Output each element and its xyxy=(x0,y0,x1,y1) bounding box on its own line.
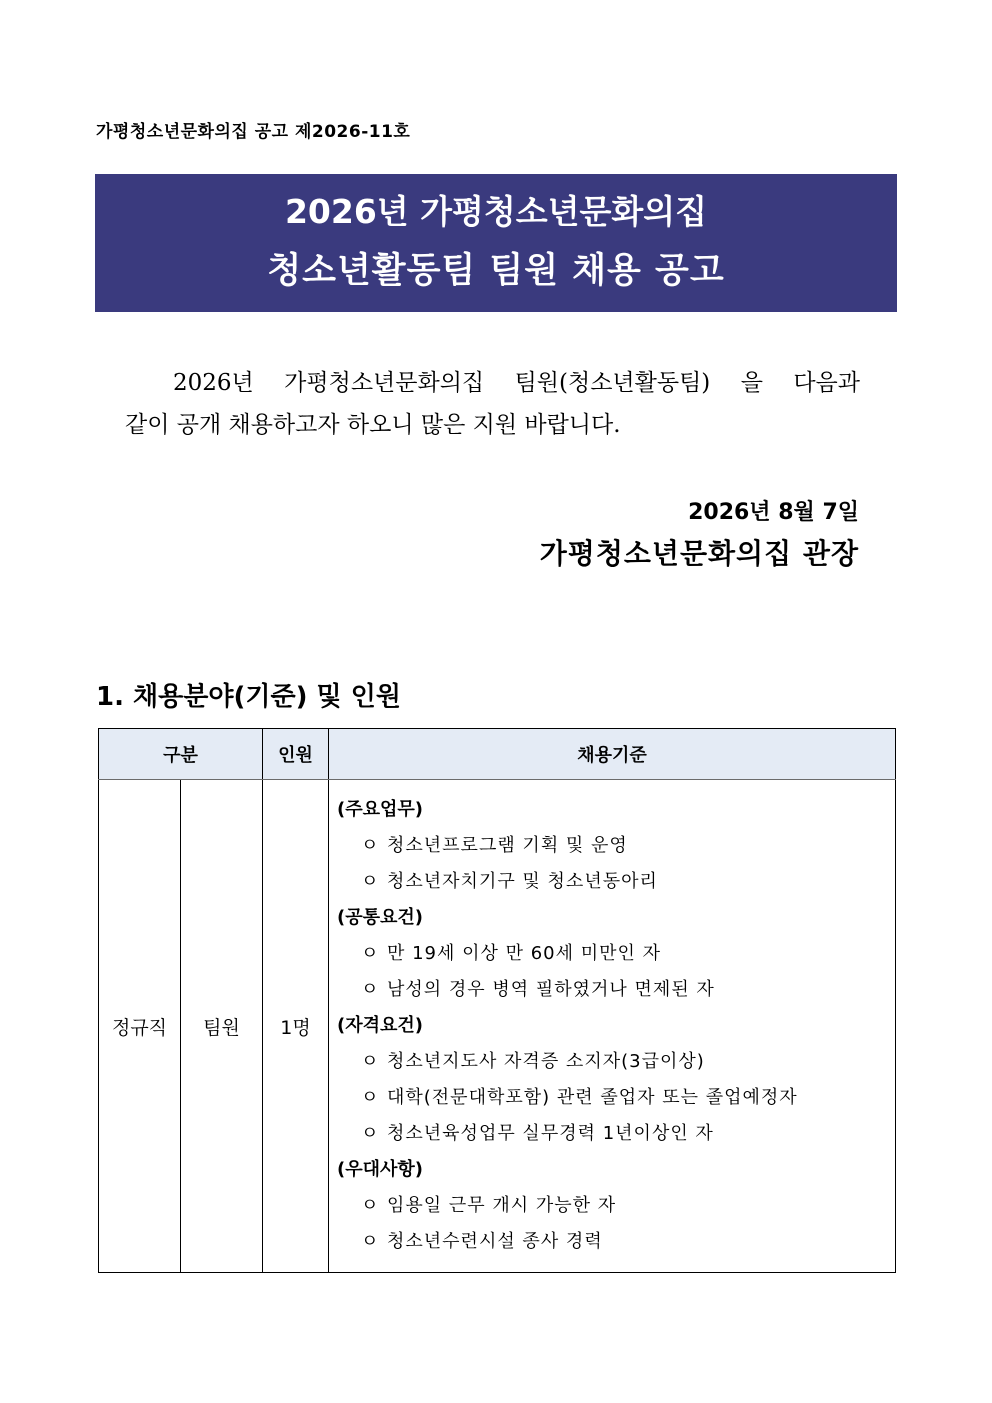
list-item xyxy=(337,1188,887,1224)
item-text: 청소년프로그램 기획 및 운영 xyxy=(387,835,628,856)
bullet-icon: ㅇ xyxy=(361,943,380,964)
cell-role: 팀원 xyxy=(181,780,263,1273)
signer: 가평청소년문화의집 관장 xyxy=(539,537,859,570)
cell-count: 1명 xyxy=(263,780,329,1273)
intro-line-2: 같이 공개 채용하고자 하오니 많은 지원 바랍니다. xyxy=(125,412,621,438)
list-item xyxy=(337,972,887,1008)
group-label: (공통요건) xyxy=(337,907,424,928)
cell-employment-type: 정규직 xyxy=(99,780,181,1273)
bullet-icon: ㅇ xyxy=(361,1087,380,1108)
list-item xyxy=(337,1080,887,1116)
recruitment-table xyxy=(98,728,896,1273)
section-heading: 1. 채용분야(기준) 및 인원 xyxy=(96,682,401,712)
cell-criteria xyxy=(329,780,896,1273)
intro-paragraph xyxy=(125,362,860,446)
list-item xyxy=(337,1044,887,1080)
list-item xyxy=(337,864,887,900)
group-label: (주요업무) xyxy=(337,799,424,820)
item-text: 만 19세 이상 만 60세 미만인 자 xyxy=(387,943,662,964)
list-item xyxy=(337,936,887,972)
bullet-icon: ㅇ xyxy=(361,1051,380,1072)
list-item xyxy=(337,1224,887,1260)
header-headcount: 인원 xyxy=(263,729,329,780)
group-label: (우대사항) xyxy=(337,1159,424,1180)
item-text: 임용일 근무 개시 가능한 자 xyxy=(387,1195,617,1216)
title-banner xyxy=(95,174,897,312)
bullet-icon: ㅇ xyxy=(361,1123,380,1144)
table-row xyxy=(99,780,896,1273)
list-item xyxy=(337,1116,887,1152)
criteria-group-qualifications xyxy=(337,1008,887,1152)
bullet-icon: ㅇ xyxy=(361,835,380,856)
item-text: 남성의 경우 병역 필하였거나 면제된 자 xyxy=(387,979,715,1000)
item-text: 대학(전문대학포함) 관련 졸업자 또는 졸업예정자 xyxy=(387,1087,798,1108)
list-item xyxy=(337,828,887,864)
bullet-icon: ㅇ xyxy=(361,1195,380,1216)
bullet-icon: ㅇ xyxy=(361,1231,380,1252)
title-line-1: 2026년 가평청소년문화의집 xyxy=(284,192,708,231)
criteria-group-preferences xyxy=(337,1152,887,1260)
header-category: 구분 xyxy=(99,729,263,780)
item-text: 청소년수련시설 종사 경력 xyxy=(387,1231,603,1252)
bullet-icon: ㅇ xyxy=(361,871,380,892)
bullet-icon: ㅇ xyxy=(361,979,380,1000)
title-line-2: 청소년활동팀 팀원 채용 공고 xyxy=(267,251,725,291)
criteria-group-common xyxy=(337,900,887,1008)
header-criteria: 채용기준 xyxy=(329,729,896,780)
item-text: 청소년자치기구 및 청소년동아리 xyxy=(387,871,658,892)
intro-line-1: 2026년 가평청소년문화의집 팀원(청소년활동팀) 을 다음과 xyxy=(173,370,860,396)
notice-number: 가평청소년문화의집 공고 제2026-11호 xyxy=(96,122,411,142)
criteria-group-duties xyxy=(337,792,887,900)
notice-date: 2026년 8월 7일 xyxy=(688,500,859,525)
group-label: (자격요건) xyxy=(337,1015,424,1036)
item-text: 청소년지도사 자격증 소지자(3급이상) xyxy=(387,1051,705,1072)
table-header-row xyxy=(99,729,896,780)
item-text: 청소년육성업무 실무경력 1년이상인 자 xyxy=(387,1123,714,1144)
